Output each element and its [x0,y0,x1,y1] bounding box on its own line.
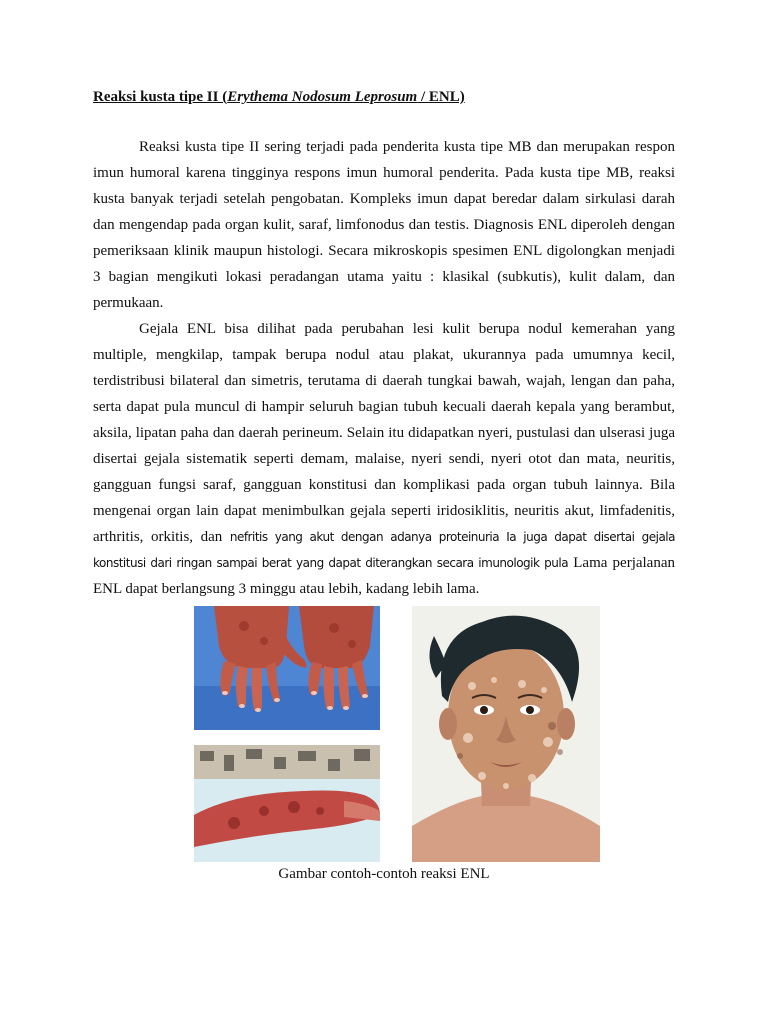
photo-hands [194,606,380,730]
paragraph-2-start: Gejala ENL bisa dilihat pada perubahan lesi kulit berupa nodul kemerahan yang multiple, mengkilap, tampak berupa nodul atau plakat, ukurannya pada umumnya kecil, terdistribusi bilateral dan simetris, terutama di daerah tungkai bawah, wajah, lengan dan paha, serta dapat pula muncul di hampir seluruh bagian tubuh kecuali daerah kepala yang berambut, aksila, lipatan paha dan daerah perineum. Selain itu didapatkan nyeri, pustulasi dan ulserasi juga disertai gejala sistematik seperti demam, malaise, nyeri sendi, nyeri otot dan mata, neuritis, gangguan fungsi saraf, gangguan konstitusi dan komplikasi pada organ tubuh lainnya. Bila mengenai organ lain dapat menimbulkan gejala seperti iridosiklitis, neuritis akut, limfadenitis, arthritis, orkitis, dan [93,321,675,545]
section-heading [93,89,465,106]
figure-caption: Gambar contoh-contoh reaksi ENL [278,866,490,882]
heading-italic: Erythema Nodosum Leprosum [227,89,418,105]
paragraph-2 [93,316,675,602]
paragraph-2-condensed: nefritis yang akut dengan adanya proteinuria Ia juga dapat disertai gejala konstitusi dari ringan sampai berat yang dapat diterangkan secara imunologik pula [93,530,675,570]
photo-arm [194,745,380,862]
heading-prefix: Reaksi kusta tipe II ( [93,89,228,105]
paragraph-2-end: Lama perjalanan ENL dapat berlangsung 3 minggu atau lebih, kadang lebih lama. [93,555,675,597]
heading-suffix: / ENL) [417,89,465,105]
photo-face [412,606,600,862]
body-text [93,134,675,602]
figure-enl-examples [194,606,600,862]
paragraph-1: Reaksi kusta tipe II sering terjadi pada penderita kusta tipe MB dan merupakan respon imun humoral karena tingginya respons imun humoral penderita. Pada kusta tipe MB, reaksi kusta banyak terjadi setelah pengobatan. Kompleks imun dapat beredar dalam sirkulasi darah dan mengendap pada organ kulit, saraf, limfonodus dan testis. Diagnosis ENL diperoleh dengan pemeriksaan klinik maupun histologi. Secara mikroskopis spesimen ENL digolongkan menjadi 3 bagian mengikuti lokasi peradangan utama yaitu : klasikal (subkutis), kulit dalam, dan permukaan. [93,139,675,311]
